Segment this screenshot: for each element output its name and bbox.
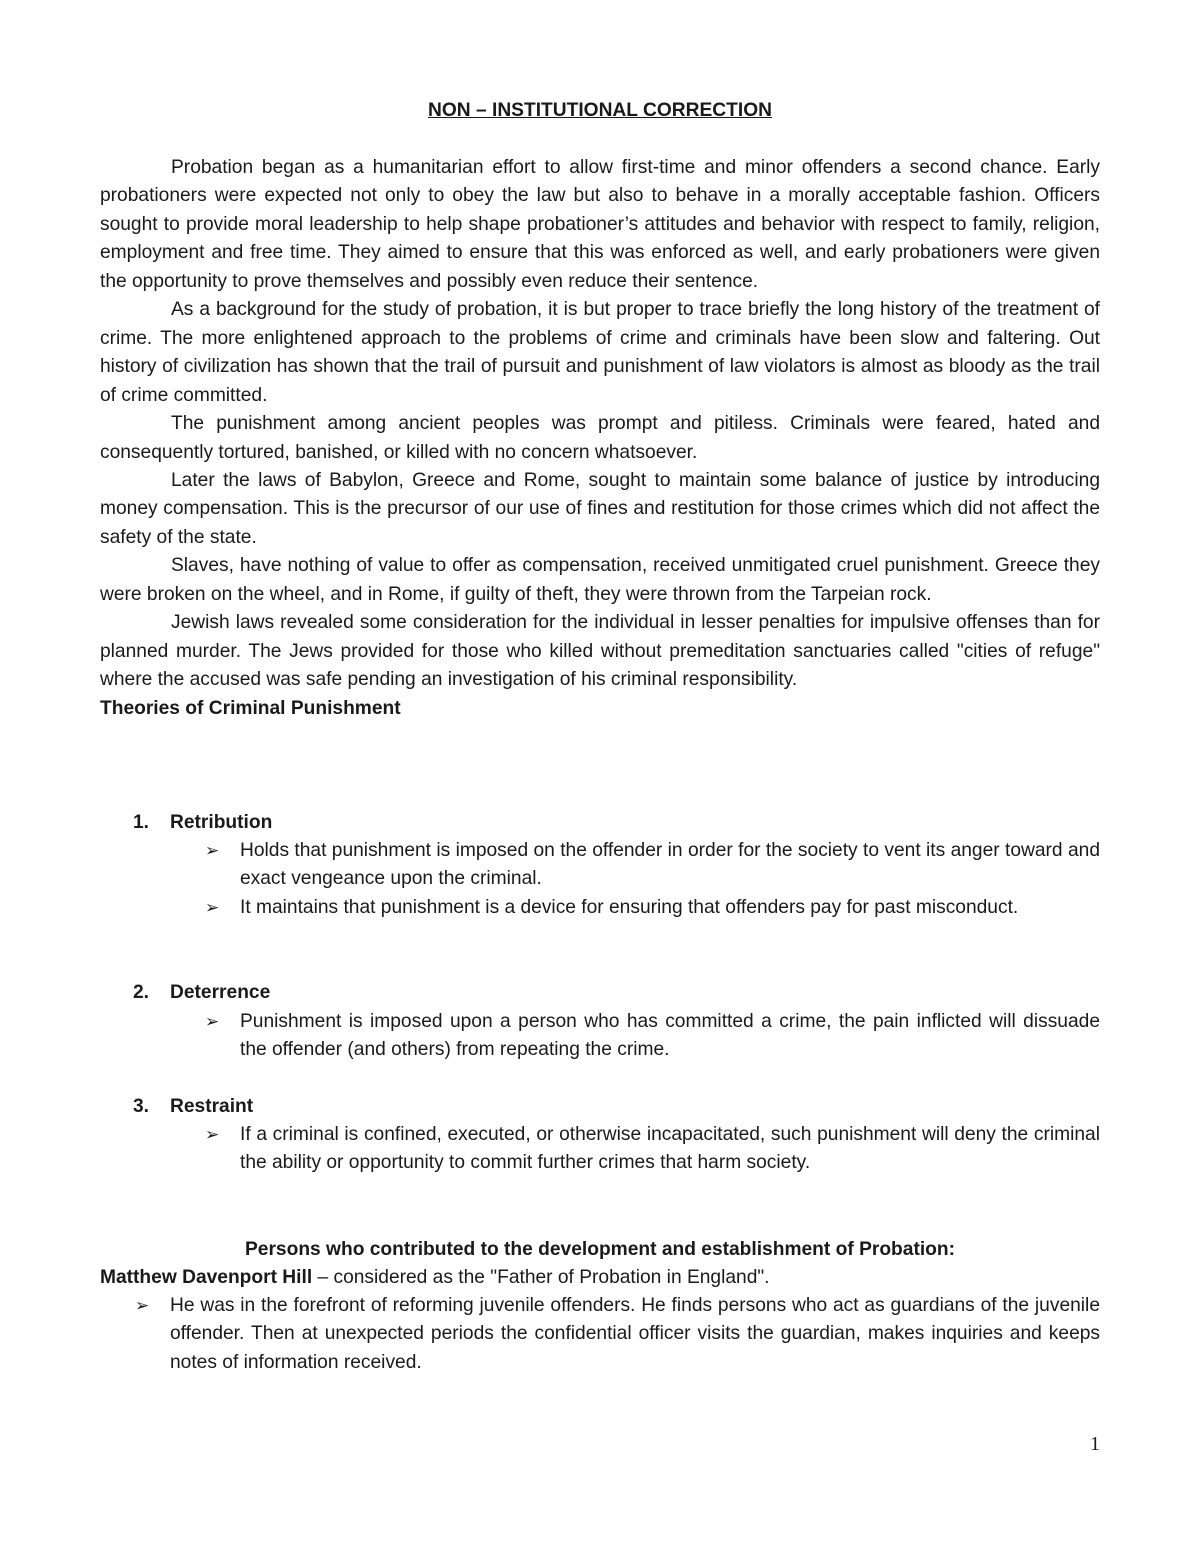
bullet-text: If a criminal is confined, executed, or otherwise incapacitated, such punishment will deny the criminal the ability or opportunity to commit further crimes that harm society. <box>240 1124 1100 1174</box>
theory-number: 2. <box>133 982 150 1003</box>
theory-bullet <box>205 894 1100 922</box>
document-title: NON – INSTITUTIONAL CORRECTION <box>428 100 772 121</box>
intro-paragraph: Probation began as a humanitarian effort to allow first-time and minor offenders a second chance. Early probationers were expected not only to obey the law but also to behave in a morally acceptable fashion. Officers sought to provide moral leadership to help shape probationer’s attitudes and behavior with respect to family, religion, employment and free time. They aimed to ensure that this was enforced as well, and early probationers were given the opportunity to prove themselves and possibly even reduce their sentence. <box>100 157 1100 292</box>
bullet-text: Holds that punishment is imposed on the offender in order for the society to vent its anger toward and exact vengeance upon the criminal. <box>240 840 1100 890</box>
theory-number: 1. <box>133 812 150 833</box>
theory-name: Restraint <box>170 1096 254 1117</box>
theories-heading: Theories of Criminal Punishment <box>100 697 401 719</box>
theory-name: Retribution <box>170 812 273 833</box>
arrow-bullet-icon: ➢ <box>205 1012 220 1032</box>
person-description: – considered as the "Father of Probation in England". <box>312 1267 770 1288</box>
intro-paragraph: As a background for the study of probation, it is but proper to trace briefly the long history of the treatment of crime. The more enlightened approach to the problems of crime and criminals have been slow and faltering. Out history of civilization has shown that the trail of pursuit and punishment of law violators is almost as bloody as the trail of crime committed. <box>100 299 1100 406</box>
person-name: Matthew Davenport Hill <box>100 1267 313 1288</box>
person-entry <box>100 1264 1100 1292</box>
theory-name: Deterrence <box>170 982 271 1003</box>
arrow-bullet-icon: ➢ <box>205 898 220 918</box>
arrow-bullet-icon: ➢ <box>135 1296 150 1316</box>
page-number: 1 <box>1090 1433 1100 1455</box>
theory-bullet <box>205 1008 1100 1065</box>
intro-paragraph: Jewish laws revealed some consideration for the individual in lesser penalties for impulsive offenses than for planned murder. The Jews provided for those who killed without premeditation sanctuaries called "cities of refuge" where the accused was safe pending an investigation of his criminal responsibility. <box>100 612 1100 691</box>
person-bullet <box>135 1292 1100 1377</box>
theory-bullet <box>205 1121 1100 1178</box>
theory-number: 3. <box>133 1096 150 1117</box>
intro-section <box>100 154 1100 723</box>
bullet-text: Punishment is imposed upon a person who has committed a crime, the pain inflicted will dissuade the offender (and others) from repeating the crime. <box>240 1011 1100 1061</box>
intro-paragraph: The punishment among ancient peoples was prompt and pitiless. Criminals were feared, hated and consequently tortured, banished, or killed with no concern whatsoever. <box>100 413 1100 463</box>
persons-heading: Persons who contributed to the development and establishment of Probation: <box>245 1239 955 1260</box>
intro-paragraph: Slaves, have nothing of value to offer as compensation, received unmitigated cruel punishment. Greece they were broken on the wheel, and in Rome, if guilty of theft, they were thrown from the Tarpeian rock. <box>100 555 1100 605</box>
bullet-text: He was in the forefront of reforming juvenile offenders. He finds persons who act as guardians of the juvenile offender. Then at unexpected periods the confidential officer visits the guardian, makes inquiries and keeps notes of information received. <box>170 1295 1100 1373</box>
arrow-bullet-icon: ➢ <box>205 1125 220 1145</box>
bullet-text: It maintains that punishment is a device for ensuring that offenders pay for past misconduct. <box>240 897 1019 918</box>
intro-paragraph: Later the laws of Babylon, Greece and Rome, sought to maintain some balance of justice by introducing money compensation. This is the precursor of our use of fines and restitution for those crimes which did not affect the safety of the state. <box>100 469 1100 548</box>
theory-bullet <box>205 837 1100 894</box>
arrow-bullet-icon: ➢ <box>205 841 220 861</box>
